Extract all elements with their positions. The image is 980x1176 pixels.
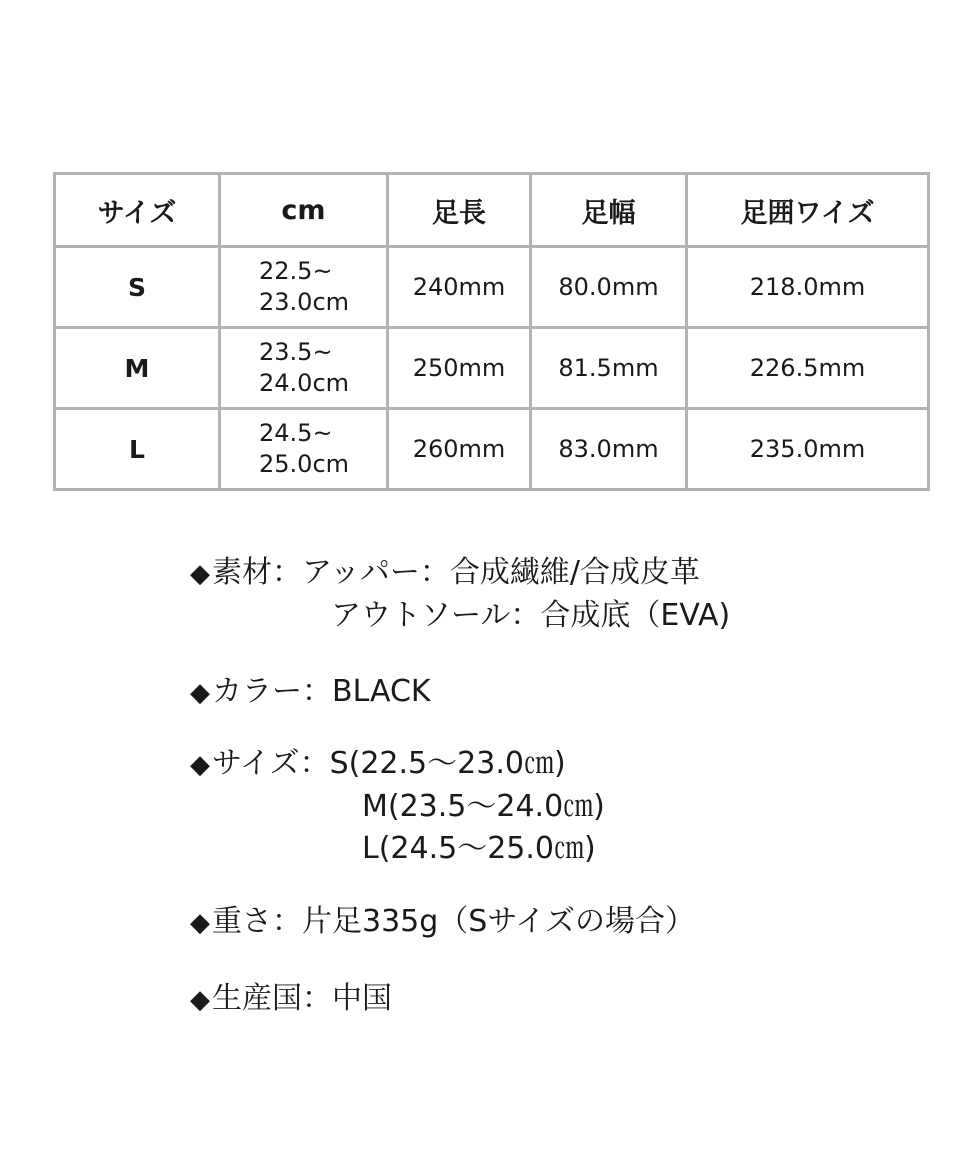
foot-girth-cell: 235.0mm [687,409,929,490]
spec-color [190,671,431,714]
spec-size [190,743,605,870]
foot-girth-cell: 226.5mm [687,328,929,409]
foot-girth-cell: 218.0mm [687,247,929,328]
spec-size-line2: M(23.5～24.0㎝) [362,789,605,824]
foot-width-cell: 81.5mm [531,328,687,409]
diamond-bullet-icon: ◆ [190,678,210,708]
spec-origin [190,978,392,1021]
spec-material-line1: 素材：アッパー：合成繊維/合成皮革 [212,555,701,590]
table-header-row [55,174,929,247]
diamond-bullet-icon: ◆ [190,559,210,589]
size-cell: M [55,328,220,409]
header-foot-length: 足長 [388,174,531,247]
spec-size-line3: L(24.5～25.0㎝) [362,831,596,866]
header-foot-girth: 足囲ワイズ [687,174,929,247]
foot-length-cell: 260mm [388,409,531,490]
header-size: サイズ [55,174,220,247]
cm-range-start: 22.5~ [259,257,333,285]
size-cell: S [55,247,220,328]
diamond-bullet-icon: ◆ [190,908,210,938]
spec-weight [190,901,695,944]
cm-cell [220,328,388,409]
spec-material-line2: アウトソール：合成底（EVA) [331,598,731,633]
spec-material [190,552,730,637]
size-cell: L [55,409,220,490]
spec-size-line1: サイズ：S(22.5～23.0㎝) [212,746,566,781]
cm-range-end: 25.0cm [259,450,350,478]
header-foot-width: 足幅 [531,174,687,247]
cm-cell [220,409,388,490]
cm-range-end: 24.0cm [259,369,350,397]
cm-range-start: 24.5~ [259,419,333,447]
cm-range-start: 23.5~ [259,338,333,366]
spec-origin-line1: 生産国：中国 [212,981,392,1016]
foot-length-cell: 240mm [388,247,531,328]
cm-range-end: 23.0cm [259,288,350,316]
spec-weight-line1: 重さ：片足335g（Sサイズの場合） [212,904,695,939]
cm-cell [220,247,388,328]
table-row [55,247,929,328]
spec-color-line1: カラー：BLACK [212,674,431,709]
foot-width-cell: 80.0mm [531,247,687,328]
diamond-bullet-icon: ◆ [190,985,210,1015]
size-chart-table [53,172,930,491]
table-row [55,328,929,409]
foot-width-cell: 83.0mm [531,409,687,490]
table-row [55,409,929,490]
diamond-bullet-icon: ◆ [190,750,210,780]
foot-length-cell: 250mm [388,328,531,409]
header-cm: cm [220,174,388,247]
